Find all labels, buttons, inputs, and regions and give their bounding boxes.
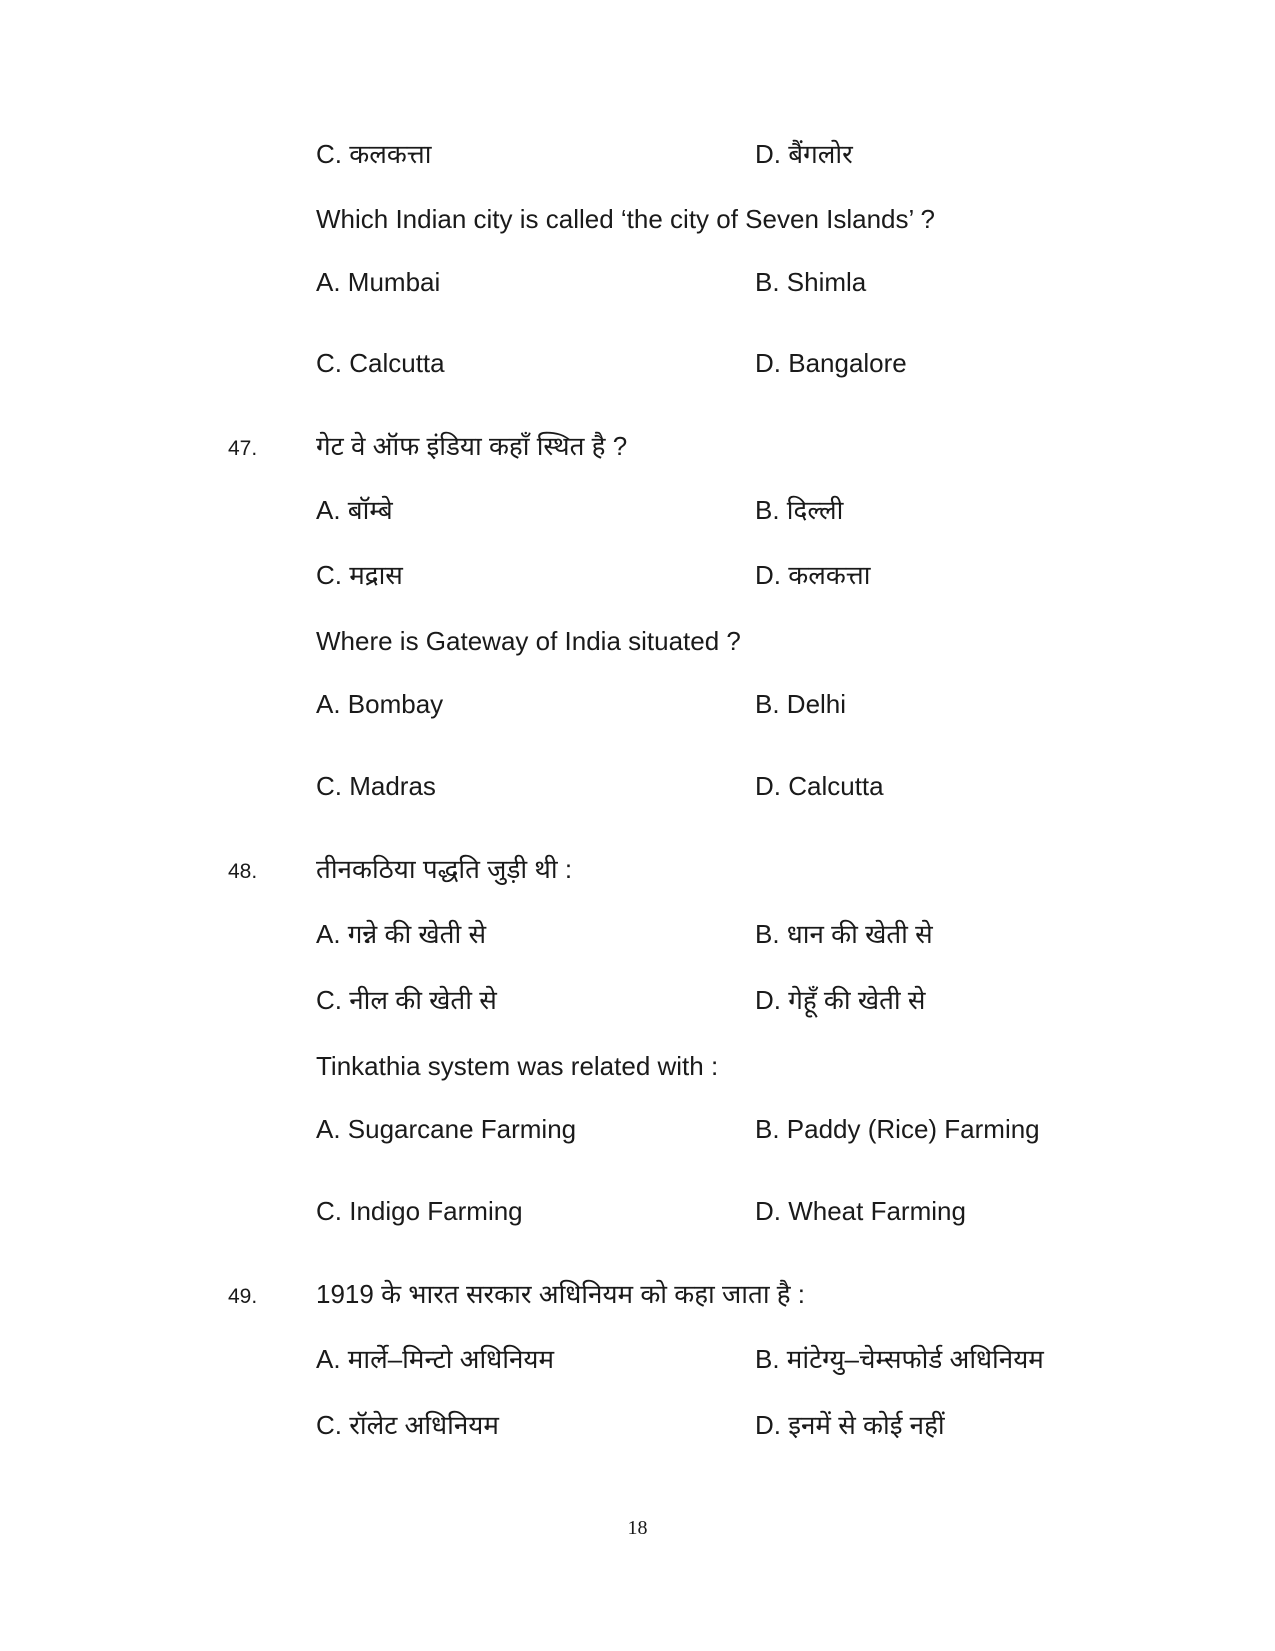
q46-en-question: Which Indian city is called ‘the city of Seven Islands’ ? [316,204,935,234]
q47-hi-option-b: B. दिल्ली [755,495,844,525]
q48-hi-option-d: D. गेहूँ की खेती से [755,985,926,1015]
q47-hi-option-a: A. बॉम्बे [316,495,393,525]
q46-en-option-c: C. Calcutta [316,348,445,378]
q49-hi-option-d: D. इनमें से कोई नहीं [755,1410,945,1440]
q49-hi-option-b: B. मांटेग्यु–चेम्सफोर्ड अधिनियम [755,1344,1044,1374]
q48-hi-option-b: B. धान की खेती से [755,919,933,949]
q47-en-option-d: D. Calcutta [755,771,884,801]
q48-en-option-b: B. Paddy (Rice) Farming [755,1114,1040,1144]
q46-hi-option-d: D. बैंगलोर [755,139,853,169]
q47-en-option-c: C. Madras [316,771,436,801]
q48-hi-question: तीनकठिया पद्धति जुड़ी थी : [316,854,573,884]
q48-hi-option-a: A. गन्ने की खेती से [316,919,487,949]
q48-en-option-d: D. Wheat Farming [755,1196,966,1226]
q49-hi-question: 1919 के भारत सरकार अधिनियम को कहा जाता है : [316,1279,806,1309]
q48-en-option-c: C. Indigo Farming [316,1196,523,1226]
page-number: 18 [627,1517,648,1539]
q46-hi-option-c: C. कलकत्ता [316,139,432,169]
q47-number: 47. [228,437,258,460]
q47-en-option-a: A. Bombay [316,689,444,719]
q48-number: 48. [228,860,258,883]
q46-en-option-d: D. Bangalore [755,348,907,378]
q47-hi-option-d: D. कलकत्ता [755,560,871,590]
q47-en-option-b: B. Delhi [755,689,847,719]
q49-hi-option-c: C. रॉलेट अधिनियम [316,1410,499,1440]
q48-hi-option-c: C. नील की खेती से [316,985,497,1015]
q48-en-question: Tinkathia system was related with : [316,1051,719,1081]
q47-hi-option-c: C. मद्रास [316,560,403,590]
q47-hi-question: गेट वे ऑफ इंडिया कहाँ स्थित है ? [316,431,628,461]
q46-en-option-b: B. Shimla [755,267,867,297]
q47-en-question: Where is Gateway of India situated ? [316,626,741,656]
q48-en-option-a: A. Sugarcane Farming [316,1114,577,1144]
q49-hi-option-a: A. मार्ले–मिन्टो अधिनियम [316,1344,555,1374]
q49-number: 49. [228,1285,258,1308]
q46-en-option-a: A. Mumbai [316,267,441,297]
